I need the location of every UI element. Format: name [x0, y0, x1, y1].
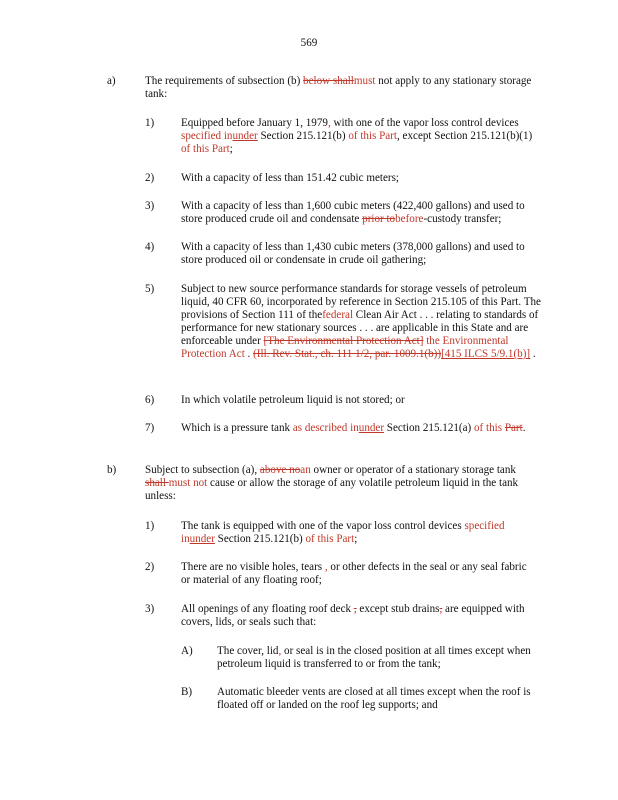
subsection-a-intro	[145, 75, 540, 101]
subsection-b-label: b)	[107, 464, 117, 476]
text-segment: owner or operator of a stationary storage tank	[310, 464, 516, 476]
item-b3b-text	[217, 686, 537, 712]
deleted-text: Part	[504, 422, 523, 434]
inserted-text: under	[358, 422, 385, 434]
inserted-text: must	[353, 75, 376, 87]
inserted-text: of this Part	[181, 143, 230, 155]
text-segment: The requirements of subsection (b)	[145, 75, 304, 87]
text-segment: ;	[354, 533, 358, 545]
text-segment: .	[244, 348, 254, 360]
item-a6-text	[181, 394, 541, 407]
deleted-text: above no	[259, 464, 301, 476]
text-segment: Which is a pressure tank	[181, 422, 293, 434]
item-a5-label: 5)	[145, 283, 155, 295]
item-a2-label: 2)	[145, 172, 155, 184]
text-segment: Section 215.121(b)	[257, 130, 349, 142]
text-segment: with one of the vapor loss control devices	[330, 117, 519, 129]
text-segment: With a capacity of less than 151.42 cubic meters;	[181, 172, 399, 184]
inserted-text: the Environmental Protection Act	[181, 335, 509, 360]
deleted-text: shall	[145, 477, 169, 489]
item-a1-label: 1)	[145, 117, 155, 129]
inserted-text: federal	[322, 309, 354, 321]
subsection-a-label: a)	[107, 75, 116, 87]
item-b3a-label: A)	[181, 645, 193, 657]
inserted-text: an	[300, 464, 311, 476]
text-segment: or seal is in the closed position at all times except when petroleum liquid is transferred to or from the tank;	[217, 645, 531, 670]
item-a4-text	[181, 241, 543, 267]
item-a4-label: 4)	[145, 241, 155, 253]
item-b3b-label: B)	[181, 686, 193, 698]
inserted-text: under	[189, 533, 215, 545]
item-a3-text	[181, 200, 547, 226]
inserted-text: under	[232, 130, 258, 142]
deleted-text: below shall	[303, 75, 354, 87]
text-segment: .	[530, 348, 536, 360]
text-segment: In which volatile petroleum liquid is not stored; or	[181, 394, 405, 406]
deleted-text: ,	[353, 603, 357, 615]
page-number: 569	[300, 37, 318, 49]
inserted-text: of this Part	[348, 130, 397, 142]
item-b3-text	[181, 603, 541, 629]
text-segment: Equipped before January 1, 1979	[181, 117, 328, 129]
item-a2-text	[181, 172, 541, 185]
inserted-text: ,	[278, 645, 282, 657]
inserted-text: of this Part	[305, 533, 355, 545]
text-segment: or other defects in the seal or any seal fabric or material of any floating roof;	[181, 561, 527, 586]
text-segment: not apply to any stationary storage tank:	[145, 75, 532, 100]
inserted-text: ,	[324, 561, 328, 573]
item-a5-text	[181, 283, 541, 361]
item-b2-text	[181, 561, 536, 587]
deleted-text: prior to	[362, 213, 396, 225]
item-b1-text	[181, 520, 541, 546]
inserted-text: before	[395, 213, 424, 225]
item-b3-label: 3)	[145, 603, 155, 615]
item-b2-label: 2)	[145, 561, 155, 573]
item-a1-text	[181, 117, 541, 156]
text-segment: cause or allow the storage of any volatile petroleum liquid in the tank unless:	[145, 477, 519, 502]
item-a7-label: 7)	[145, 422, 155, 434]
deleted-text: ,	[439, 603, 443, 615]
item-b3a-text	[217, 645, 537, 671]
text-segment: Subject to new source performance standards for storage vessels of petroleum liquid, 40 CFR 60, incorporated by reference in Section 215.105 of this Part. The provisions of Section 111 of the	[181, 283, 541, 321]
text-segment: except stub drains	[356, 603, 440, 615]
deleted-text: [The Environmental Protection Act]	[263, 335, 424, 347]
text-segment: -custody transfer;	[423, 213, 502, 225]
text-segment: are equipped with covers, lids, or seals such that:	[181, 603, 525, 628]
text-segment: With a capacity of less than 1,600 cubic meters (422,400 gallons) and used to store produced crude oil and condensate	[181, 200, 525, 225]
item-b1-label: 1)	[145, 520, 155, 532]
text-segment: ;	[229, 143, 233, 155]
inserted-text: as described in	[292, 422, 359, 434]
text-segment: Clean Air Act . . . relating to standards of performance for new stationary sources . . . are applicable in this State and are enforceable under	[181, 309, 539, 347]
subsection-b-intro	[145, 464, 535, 503]
inserted-text: must not	[168, 477, 208, 489]
item-a6-label: 6)	[145, 394, 155, 406]
item-a3-label: 3)	[145, 200, 155, 212]
item-a7-text	[181, 422, 541, 435]
text-segment: With a capacity of less than 1,430 cubic meters (378,000 gallons) and used to store produced oil or condensate in crude oil gathering;	[181, 241, 525, 266]
text-segment: Section 215.121(b)	[214, 533, 306, 545]
inserted-text: specified in	[181, 130, 233, 142]
text-segment: .	[522, 422, 526, 434]
text-segment: The tank is equipped with one of the vapor loss control devices	[181, 520, 465, 532]
deleted-text: (Ill. Rev. Stat., ch. 111 1/2, par. 1009.1(b))	[253, 348, 442, 360]
text-segment: Section 215.121(a)	[384, 422, 474, 434]
inserted-text: specified in	[181, 520, 505, 545]
text-segment: Subject to subsection (a),	[145, 464, 260, 476]
inserted-text: ,	[327, 117, 331, 129]
text-segment: , except Section 215.121(b)(1)	[397, 130, 533, 142]
text-segment: Automatic bleeder vents are closed at all times except when the roof is floated off or landed on the roof leg supports; and	[217, 686, 531, 711]
inserted-text: [415 ILCS 5/9.1(b)]	[441, 348, 531, 360]
text-segment: The cover, lid	[217, 645, 279, 657]
text-segment: There are no visible holes, tears	[181, 561, 325, 573]
inserted-text: of this	[474, 422, 505, 434]
text-segment: All openings of any floating roof deck	[181, 603, 354, 615]
